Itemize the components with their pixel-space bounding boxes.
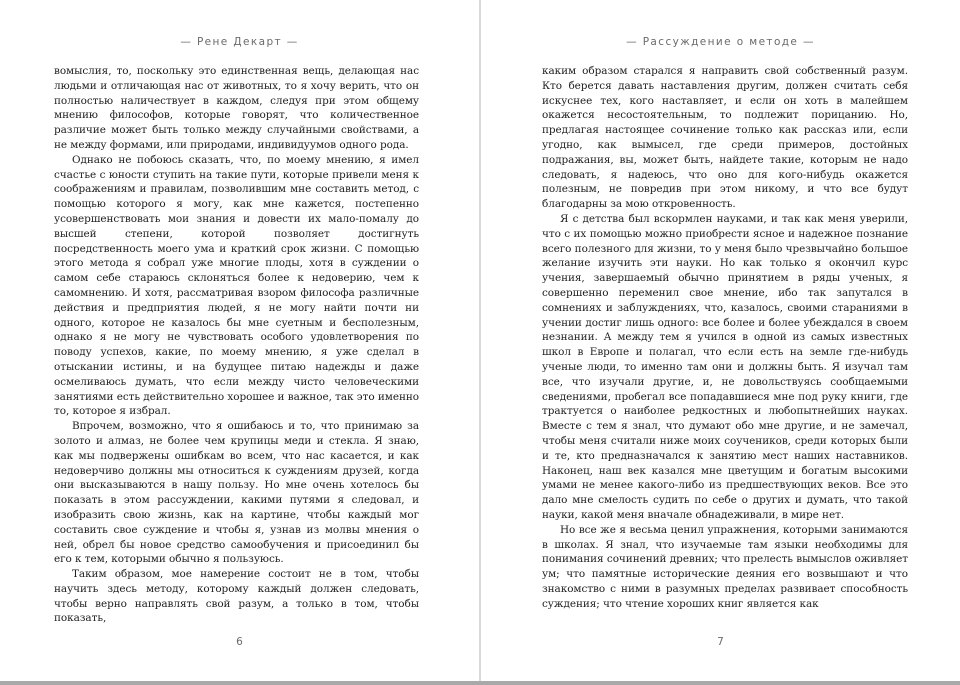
book-gutter	[479, 0, 481, 681]
left-body-text	[54, 64, 419, 626]
right-page-number: 7	[717, 636, 724, 648]
paragraph: Таким образом, мое намерение состоит не в том, чтобы научить здесь методу, которому каждый должен следовать, чтобы верно направлять свой разум, а только в том, чтобы показать,	[54, 568, 419, 625]
paragraph: каким образом старался я направить свой собственный разум. Кто берется давать наставления другим, должен считать себя искуснее тех, кого наставляет, и если он хоть в малейшем окажется несостоятельным, то подлежит порицанию. Но, предлагая настоящее сочинение только как рассказ или, если угодно, как вымысел, где среди примеров, достойных подражания, вы, может быть, найдете такие, которым не надо следовать, я надеюсь, что оно для кого-нибудь окажется полезным, не повредив при этом никому, и что все будут благодарны за мою откровенность.	[542, 65, 908, 211]
right-running-header: — Рассуждение о методе —	[626, 36, 815, 48]
paragraph: вомыслия, то, поскольку это единственная вещь, делающая нас людьми и отличающая нас от животных, то я хочу верить, что он полностью наличествует в каждом, следуя при этом общему мнению философов, которые говорят, что количественное различие может быть только между случайными свойствами, а не между формами, или природами, индивидуумов одного рода.	[54, 65, 419, 151]
left-running-header: — Рене Декарт —	[180, 36, 299, 48]
paragraph: Но все же я весьма ценил упражнения, которыми занимаются в школах. Я знал, что изучаемые там языки необходимы для понимания сочинений древних; что прелесть вымыслов оживляет ум; что памятные исторические деяния его возвышают и что знакомство с ними в разумных пределах развивает способность суждения; что чтение хороших книг является как	[542, 523, 908, 610]
paragraph: Однако не побоюсь сказать, что, по моему мнению, я имел счастье с юности ступить на такие пути, которые привели меня к соображениям и правилам, позволившим мне составить метод, с помощью которого я могу, как мне кажется, постепенно усовершенствовать мои знания и довести их мало-помалу до высшей степени, которой позволяет достигнуть посредственность моего ума и краткий срок жизни. С помощью этого метода я собрал уже многие плоды, хотя в суждении о самом себе стараюсь склоняться более к недоверию, чем к самомнению. И хотя, рассматривая взором философа различные действия и предприятия людей, я не могу найти почти ни одного, которое не казалось бы мне суетным и бесполезным, однако я не могу не чувствовать особого удовлетворения по поводу успехов, какие, по моему мнению, я уже сделал в отыскании истины, и на будущее питаю надежды и даже осмеливаюсь думать, что если между чисто человеческими занятиями есть действительно хорошее и важное, так это именно то, которое я избрал.	[54, 153, 419, 418]
left-page	[0, 0, 480, 681]
right-page	[480, 0, 960, 681]
right-body-text	[542, 64, 908, 611]
paragraph: Я с детства был вскормлен науками, и так как меня уверили, что с их помощью можно приобрести ясное и надежное познание всего полезного для жизни, то у меня было чрезвычайно большое желание изучить эти науки. Но как только я окончил курс учения, завершаемый обычно принятием в ряды ученых, я совершенно переменил свое мнение, ибо так запутался в сомнениях и заблуждениях, что, казалось, своими стараниями в учении достиг лишь одного: все более и более убеждался в своем незнании. А между тем я учился в одной из самых известных школ в Европе и полагал, что если есть на земле где-нибудь ученые люди, то именно там они и должны быть. Я изучал там все, что изучали другие, и, не довольствуясь сообщаемыми сведениями, пробегал все попадавшиеся мне под руку книги, где трактуется о наиболее редкостных и любопытнейших науках. Вместе с тем я знал, что думают обо мне другие, и не замечал, чтобы меня считали ниже моих соучеников, среди которых были и те, кто предназначался к занятию мест наших наставников. Наконец, наш век казался мне цветущим и богатым высокими умами не менее какого-либо из предшествующих веков. Все это дало мне смелость судить по себе о других и думать, что такой науки, какой меня вначале обнадеживали, в мире нет.	[542, 212, 908, 521]
viewer-bottom-edge	[0, 681, 960, 685]
left-page-number: 6	[236, 636, 243, 648]
paragraph: Впрочем, возможно, что я ошибаюсь и то, что принимаю за золото и алмаз, не более чем крупицы меди и стекла. Я знаю, как мы подвержены ошибкам во всем, что нас касается, и как недоверчиво должны мы относиться к суждениям друзей, когда они высказываются в нашу пользу. Но мне очень хотелось бы показать в этом рассуждении, какими путями я следовал, и изобразить свою жизнь, как на картине, чтобы каждый мог составить свое суждение и чтобы я, узнав из молвы мнения о ней, обрел бы новое средство самообучения и присоединил бы его к тем, которыми обычно я пользуюсь.	[54, 420, 419, 566]
